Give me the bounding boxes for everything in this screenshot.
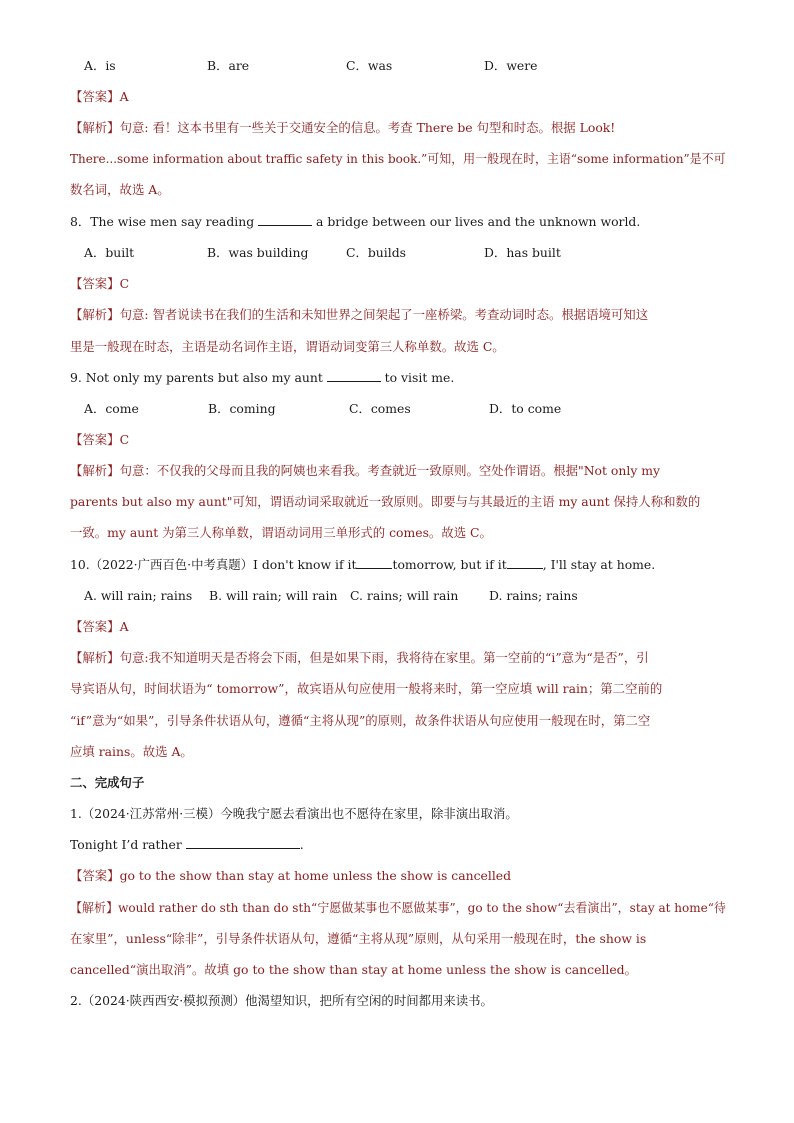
- analysis-tag: 【解析】: [70, 463, 120, 478]
- option-d: D．to come: [489, 401, 562, 416]
- stem-text: tomorrow, but if it: [392, 557, 507, 572]
- answer-blank-1: [356, 556, 392, 569]
- answer-tag: 【答案】: [70, 868, 120, 883]
- answer-value: A: [119, 619, 129, 634]
- q10-stem: [70, 556, 726, 574]
- answer-value: A: [119, 89, 129, 104]
- s2-stem: 2.（2024·陕西西安·模拟预测）他渴望知识，把所有空闲的时间都用来读书。: [70, 993, 493, 1008]
- option-a: A. will rain; rains: [84, 588, 193, 603]
- s1-analysis-line-3: cancelled“演出取消”。故填 go to the show than stay at home unless the show is cancelled。: [70, 962, 637, 977]
- q10-analysis-line-2: 导宾语从句，时间状语为“ tomorrow”，故宾语从句应使用一般将来时，第一空应填 will rain；第二空前的: [70, 681, 663, 696]
- analysis-text: 句意：不仅我的父母而且我的阿姨也来看我。考查就近一致原则。空处作谓语。根据"Not only my: [119, 463, 661, 478]
- s1-analysis-line-2: 在家里”，unless“除非”，引导条件状语从句，遵循“主将从现”原则，从句采用一般现在时，the show is: [70, 931, 647, 946]
- q8-answer: [70, 275, 726, 293]
- option-a: A．built: [84, 245, 135, 260]
- analysis-text: 句意: 智者说读书在我们的生活和未知世界之间架起了一座桥梁。考查动词时态。根据语境可知这: [119, 307, 649, 322]
- stem-text: a bridge between our lives and the unknown world.: [312, 214, 641, 229]
- answer-tag: 【答案】: [70, 619, 120, 634]
- q9-analysis-line-2: parents but also my aunt"可知，谓语动词采取就近一致原则。即要与与其最近的主语 my aunt 保持人称和数的: [70, 494, 701, 509]
- analysis-tag: 【解析】: [70, 900, 119, 915]
- q8-analysis-line-2: 里是一般现在时态，主语是动名词作主语，谓语动词变第三人称单数。故选 C。: [70, 339, 505, 354]
- option-d: D．has built: [484, 245, 561, 260]
- option-b: B．was building: [207, 245, 309, 260]
- q9-answer: [70, 431, 726, 449]
- option-a: A．is: [84, 58, 116, 73]
- answer-blank: [327, 369, 381, 382]
- analysis-text: 句意: 看！这本书里有一些关于交通安全的信息。考查 There be 句型和时态。根据 Look!: [119, 120, 616, 135]
- answer-tag: 【答案】: [70, 432, 120, 447]
- answer-blank: [186, 836, 300, 849]
- option-c: C．builds: [346, 245, 406, 260]
- q7-analysis-line-3: 数名词，故选 A。: [70, 182, 170, 197]
- option-c: C．was: [346, 58, 393, 73]
- fill-suffix: .: [299, 837, 304, 852]
- option-b: B．are: [207, 58, 250, 73]
- option-a: A．come: [84, 401, 139, 416]
- section-title: 二、完成句子: [70, 775, 145, 790]
- q7-analysis-line-2: There...some information about traffic safety in this book.”可知，用一般现在时，主语“some information”是不可: [70, 151, 726, 166]
- analysis-text: would rather do sth than do sth“宁愿做某事也不愿做某事”，go to the show“去看演出”，stay at home“待: [118, 900, 726, 915]
- q9-analysis-line-1: [70, 462, 726, 480]
- answer-value: go to the show than stay at home unless the show is cancelled: [119, 868, 512, 883]
- option-c: C．comes: [349, 401, 411, 416]
- stem-text: 8．The wise men say reading: [70, 214, 259, 229]
- option-b: B. will rain; will rain: [209, 588, 338, 603]
- answer-blank-2: [507, 556, 543, 569]
- option-d: D. rains; rains: [489, 588, 578, 603]
- s1-analysis-line-1: [70, 899, 726, 917]
- answer-tag: 【答案】: [70, 89, 120, 104]
- option-b: B．coming: [208, 401, 276, 416]
- s1-answer: [70, 867, 726, 885]
- q8-analysis-line-1: [70, 306, 726, 324]
- q7-answer: [70, 88, 726, 106]
- option-c: C. rains; will rain: [350, 588, 459, 603]
- analysis-tag: 【解析】: [70, 307, 120, 322]
- answer-value: C: [119, 276, 130, 291]
- answer-blank: [258, 213, 312, 226]
- q10-answer: [70, 618, 726, 636]
- q10-analysis-line-3: “if”意为“如果”，引导条件状语从句，遵循“主将从现”的原则，故条件状语从句应使用一般现在时，第二空: [70, 713, 651, 728]
- q9-stem: [70, 369, 726, 387]
- answer-value: C: [119, 432, 130, 447]
- analysis-text: 句意:我不知道明天是否将会下雨，但是如果下雨，我将待在家里。第一空前的“i”意为“是否”，引: [119, 650, 649, 665]
- s1-stem: 1.（2024·江苏常州·三模）今晚我宁愿去看演出也不愿待在家里，除非演出取消。: [70, 806, 518, 821]
- stem-text: 9. Not only my parents but also my aunt: [70, 370, 327, 385]
- analysis-tag: 【解析】: [70, 120, 120, 135]
- q10-analysis-line-4: 应填 rains。故选 A。: [70, 744, 193, 759]
- option-d: D．were: [484, 58, 538, 73]
- stem-text: 10.（2022·广西百色·中考真题）I don't know if it: [70, 557, 357, 572]
- s1-fill-line: [70, 836, 726, 854]
- answer-tag: 【答案】: [70, 276, 120, 291]
- q8-stem: [70, 213, 726, 231]
- q7-analysis-line-1: [70, 119, 726, 137]
- stem-text: , I'll stay at home.: [542, 557, 656, 572]
- q9-analysis-line-3: 一致。my aunt 为第三人称单数，谓语动词用三单形式的 comes。故选 C。: [70, 525, 492, 540]
- analysis-tag: 【解析】: [70, 650, 120, 665]
- fill-prefix: Tonight I’d rather: [70, 837, 186, 852]
- q10-analysis-line-1: [70, 649, 726, 667]
- stem-text: to visit me.: [380, 370, 455, 385]
